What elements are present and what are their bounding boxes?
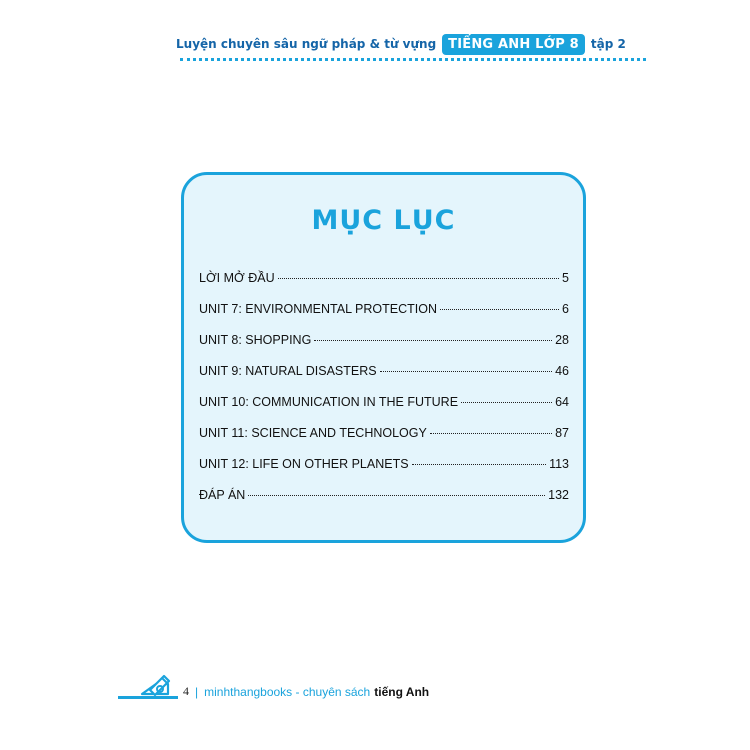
toc-leader xyxy=(412,464,547,465)
toc-entry[interactable] xyxy=(199,271,569,302)
running-header xyxy=(176,31,626,57)
toc-entry-label: UNIT 12: LIFE ON OTHER PLANETS xyxy=(199,457,409,471)
page-footer xyxy=(183,684,429,699)
footer-separator: | xyxy=(195,684,199,699)
toc-entry[interactable] xyxy=(199,488,569,519)
toc-entry-label: UNIT 7: ENVIRONMENTAL PROTECTION xyxy=(199,302,437,316)
toc-entry-page: 5 xyxy=(562,271,569,285)
toc-entry-label: UNIT 9: NATURAL DISASTERS xyxy=(199,364,377,378)
toc-entry-page: 6 xyxy=(562,302,569,316)
toc-entry-page: 46 xyxy=(555,364,569,378)
toc-entry-page: 113 xyxy=(549,457,569,471)
toc-entry-label: ĐÁP ÁN xyxy=(199,488,246,502)
toc-entry-label: UNIT 8: SHOPPING xyxy=(199,333,312,347)
toc-leader xyxy=(440,309,559,310)
toc-leader xyxy=(380,371,553,372)
toc-entry[interactable] xyxy=(199,426,569,457)
toc-entry[interactable] xyxy=(199,457,569,488)
header-volume: tập 2 xyxy=(590,37,626,51)
header-badge: TIẾNG ANH LỚP 8 xyxy=(442,34,585,55)
toc-entry[interactable] xyxy=(199,333,569,364)
header-dotted-divider xyxy=(180,58,646,61)
toc-title: MỤC LỤC xyxy=(311,205,456,236)
toc-leader xyxy=(461,402,552,403)
toc-entry-label: LỜI MỞ ĐẦU xyxy=(199,271,275,285)
toc-leader xyxy=(430,433,552,434)
footer-brand: minhthangbooks - chuyên sách xyxy=(204,684,371,699)
toc-entry[interactable] xyxy=(199,364,569,395)
header-series: Luyện chuyên sâu ngữ pháp & từ vựng xyxy=(176,37,437,51)
toc-entry-label: UNIT 11: SCIENCE AND TECHNOLOGY xyxy=(199,426,427,440)
toc-leader xyxy=(314,340,552,341)
toc-leader xyxy=(278,278,559,279)
toc-leader xyxy=(248,495,545,496)
toc-entry-page: 64 xyxy=(555,395,569,409)
toc-list xyxy=(199,271,569,519)
table-of-contents-box xyxy=(181,172,586,543)
toc-entry[interactable] xyxy=(199,302,569,333)
toc-entry[interactable] xyxy=(199,395,569,426)
toc-entry-page: 87 xyxy=(555,426,569,440)
toc-entry-page: 132 xyxy=(548,488,569,502)
toc-entry-label: UNIT 10: COMMUNICATION IN THE FUTURE xyxy=(199,395,459,409)
toc-entry-page: 28 xyxy=(555,333,569,347)
pen-writing-icon xyxy=(138,670,178,700)
page-number: 4 xyxy=(183,684,189,698)
footer-brand-bold: tiếng Anh xyxy=(374,684,430,699)
